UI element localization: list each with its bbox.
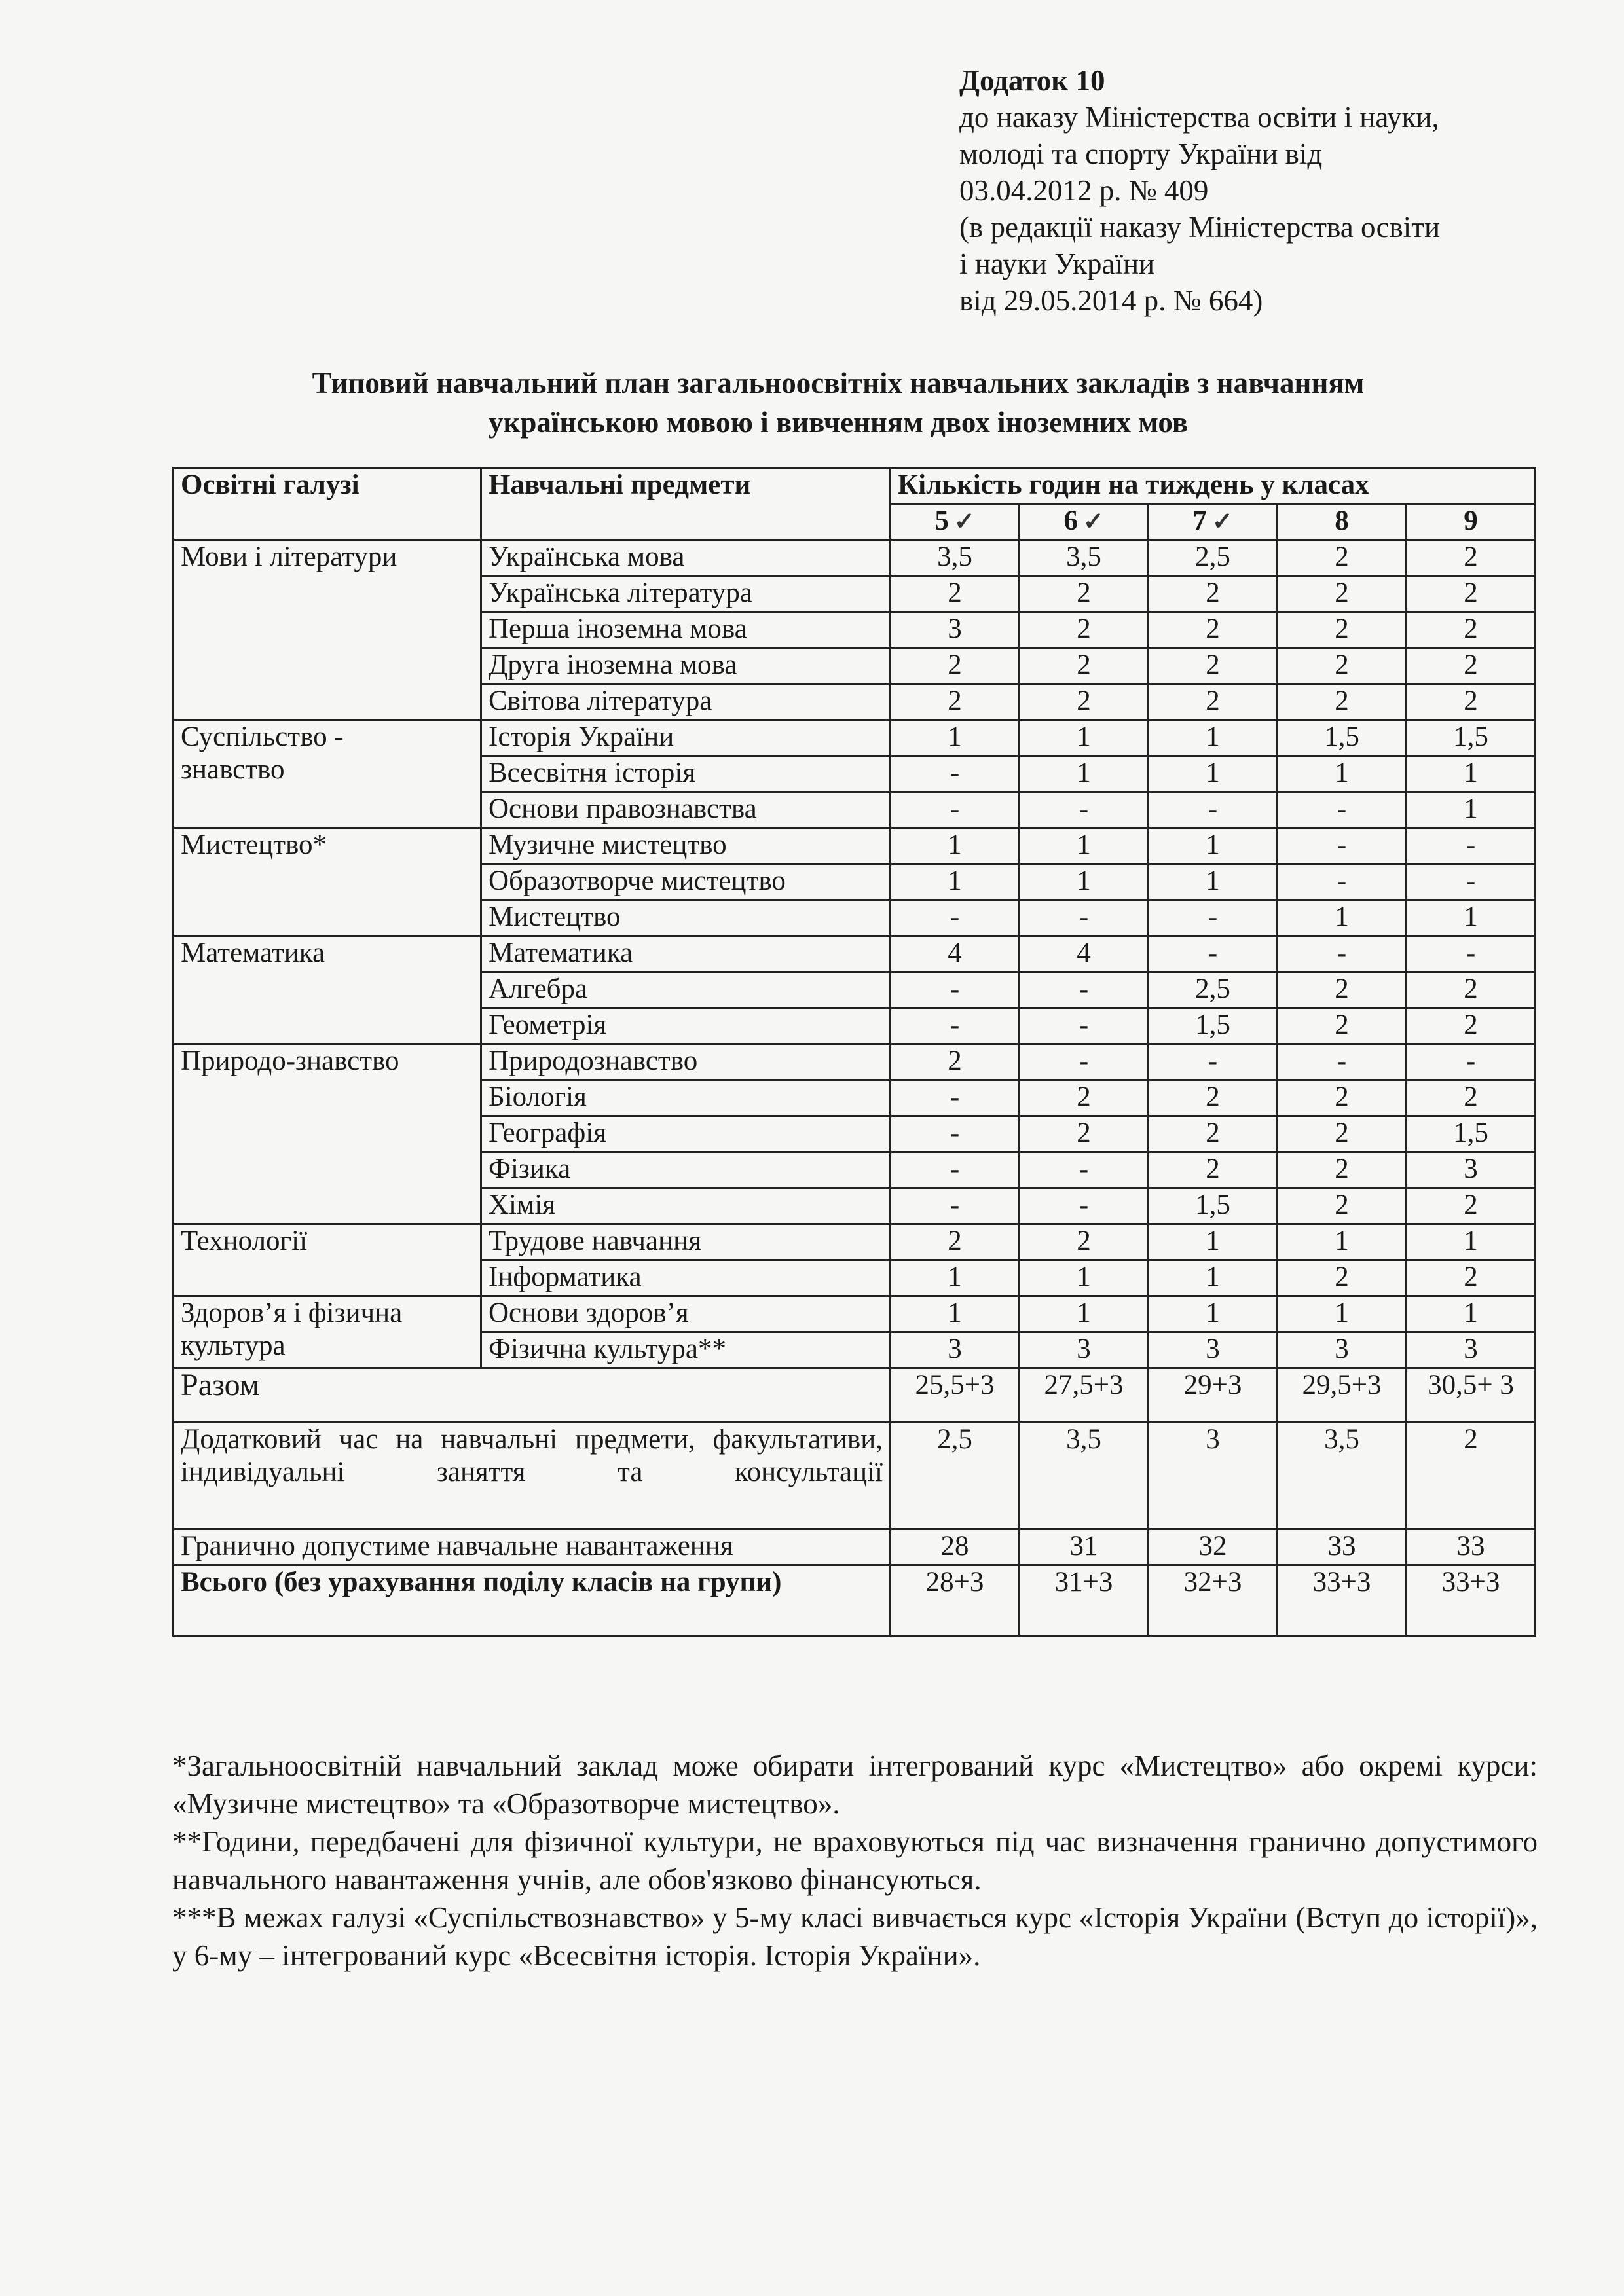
subject-cell: Трудове навчання [481, 1224, 891, 1260]
grade-header: 7 ✓ [1149, 504, 1278, 540]
hours-cell: 2 [1407, 648, 1536, 684]
hours-cell: 2 [1149, 1116, 1278, 1152]
hours-cell: 1 [1149, 1224, 1278, 1260]
subject-cell: Всесвітня історія [481, 756, 891, 792]
hours-cell: 1 [1278, 756, 1407, 792]
area-cell [174, 720, 481, 828]
hours-cell: - [891, 756, 1020, 792]
summary-value: 2 [1407, 1423, 1536, 1529]
hours-cell: 1 [1020, 864, 1149, 900]
header-area: Освітні галузі [174, 468, 481, 540]
header-hours: Кількість годин на тиждень у класах [891, 468, 1536, 504]
area-cell [174, 1044, 481, 1224]
hours-cell: 2,5 [1149, 540, 1278, 576]
subject-cell: Історія України [481, 720, 891, 756]
area-cell [174, 936, 481, 1044]
hours-cell: 1 [891, 1260, 1020, 1296]
hours-cell: 2 [1020, 1080, 1149, 1116]
summary-value: 32 [1149, 1529, 1278, 1565]
check-mark-icon: ✓ [1082, 508, 1104, 536]
hours-cell: - [891, 972, 1020, 1008]
summary-value: 29+3 [1149, 1368, 1278, 1423]
summary-value: 3,5 [1278, 1423, 1407, 1529]
footnotes [172, 1747, 1538, 1975]
table-row [174, 1224, 1536, 1260]
subject-cell: Природознавство [481, 1044, 891, 1080]
additional-time-row [174, 1423, 1536, 1529]
header-line: до наказу Міністерства освіти і науки, [959, 101, 1439, 134]
header-subject: Навчальні предмети [481, 468, 891, 540]
hours-cell: 2 [1407, 684, 1536, 720]
razom-row [174, 1368, 1536, 1423]
hours-cell: 3 [1149, 1332, 1278, 1368]
hours-cell: 1 [1149, 1260, 1278, 1296]
header-line: і науки України [959, 247, 1155, 280]
hours-cell: 2 [891, 1044, 1020, 1080]
area-cell [174, 540, 481, 720]
summary-value: 33+3 [1407, 1565, 1536, 1636]
hours-cell: - [1149, 1044, 1278, 1080]
hours-cell: 1,5 [1149, 1008, 1278, 1044]
hours-cell: 1 [891, 1296, 1020, 1332]
subject-cell: Геометрія [481, 1008, 891, 1044]
area-label: Здоров’я і фізична [181, 1298, 403, 1328]
hours-cell: 1 [1149, 828, 1278, 864]
hours-cell: 2 [1407, 612, 1536, 648]
hours-cell: 1 [1278, 1296, 1407, 1332]
header-line: 03.04.2012 р. № 409 [959, 174, 1209, 207]
hours-cell: 2 [1149, 1080, 1278, 1116]
hours-cell: 3,5 [1020, 540, 1149, 576]
table-row [174, 1296, 1536, 1332]
footnote: **Години, передбачені для фізичної культури, не враховуються під час визначення гранично допустимого навчального навантаження учнів, але обов'язково фінансуються. [172, 1825, 1538, 1896]
hours-cell: - [1278, 828, 1407, 864]
area-label: Математика [181, 938, 325, 968]
hours-cell: 4 [891, 936, 1020, 972]
curriculum-table [172, 467, 1536, 1637]
table-row [174, 828, 1536, 864]
subject-cell: Основи здоров’я [481, 1296, 891, 1332]
hours-cell: 2 [1020, 1224, 1149, 1260]
hours-cell: - [1020, 1044, 1149, 1080]
hours-cell: 2,5 [1149, 972, 1278, 1008]
hours-cell: 2 [1278, 1260, 1407, 1296]
footnote: *Загальноосвітній навчальний заклад може обирати інтегрований курс «Мистецтво» або окремі курси: «Музичне мистецтво» та «Образотворче мистецтво». [172, 1749, 1538, 1820]
subject-cell: Світова література [481, 684, 891, 720]
grade-header: 5 ✓ [891, 504, 1020, 540]
hours-cell: - [1020, 972, 1149, 1008]
hours-cell: 3 [1020, 1332, 1149, 1368]
total-row [174, 1565, 1536, 1636]
hours-cell: 2 [1407, 1260, 1536, 1296]
summary-value: 25,5+3 [891, 1368, 1020, 1423]
hours-cell: 2 [1278, 1008, 1407, 1044]
summary-value: 29,5+3 [1278, 1368, 1407, 1423]
summary-value: 33+3 [1278, 1565, 1407, 1636]
hours-cell: 1 [1407, 792, 1536, 828]
hours-cell: 1,5 [1407, 1116, 1536, 1152]
subject-cell: Хімія [481, 1188, 891, 1224]
hours-cell: 1 [1149, 756, 1278, 792]
summary-label: Гранично допустиме навчальне навантаження [174, 1529, 891, 1565]
hours-cell: - [1407, 936, 1536, 972]
summary-value: 28 [891, 1529, 1020, 1565]
hours-cell: - [891, 1116, 1020, 1152]
hours-cell: 3 [1407, 1332, 1536, 1368]
hours-cell: 1 [1149, 1296, 1278, 1332]
summary-label: Всього (без урахування поділу класів на групи) [174, 1565, 891, 1636]
hours-cell: 2 [1020, 648, 1149, 684]
hours-cell: - [1020, 792, 1149, 828]
hours-cell: 1 [1407, 900, 1536, 936]
hours-cell: - [1020, 1008, 1149, 1044]
subject-cell: Фізична культура** [481, 1332, 891, 1368]
hours-cell: 1 [891, 828, 1020, 864]
hours-cell: 2 [1278, 972, 1407, 1008]
hours-cell: 3 [891, 1332, 1020, 1368]
hours-cell: 1 [891, 864, 1020, 900]
hours-cell: 2 [1149, 648, 1278, 684]
max-load-row [174, 1529, 1536, 1565]
subject-cell: Інформатика [481, 1260, 891, 1296]
hours-cell: 2 [1407, 1188, 1536, 1224]
summary-value: 33 [1407, 1529, 1536, 1565]
hours-cell: - [1278, 936, 1407, 972]
subject-cell: Математика [481, 936, 891, 972]
hours-cell: 2 [1278, 612, 1407, 648]
hours-cell: 2 [1407, 576, 1536, 612]
hours-cell: 2 [1278, 576, 1407, 612]
summary-value: 3 [1149, 1423, 1278, 1529]
hours-cell: - [1407, 864, 1536, 900]
hours-cell: 1 [1278, 1224, 1407, 1260]
hours-cell: 1 [1149, 720, 1278, 756]
grade-header: 9 [1407, 504, 1536, 540]
area-label: знавство [181, 754, 285, 785]
hours-cell: 2 [1020, 1116, 1149, 1152]
subject-cell: Музичне мистецтво [481, 828, 891, 864]
grade-header: 8 [1278, 504, 1407, 540]
table-header-row [174, 468, 1536, 504]
hours-cell: 2 [1278, 1116, 1407, 1152]
table-row [174, 540, 1536, 576]
plan-title-line: українською мовою і вивченням двох іноземних мов [488, 406, 1189, 439]
plan-title-line: Типовий навчальний план загальноосвітніх навчальних закладів з навчанням [312, 367, 1365, 399]
hours-cell: 2 [1278, 1188, 1407, 1224]
hours-cell: 2 [1020, 684, 1149, 720]
hours-cell: - [1149, 900, 1278, 936]
hours-cell: 1,5 [1278, 720, 1407, 756]
summary-value: 28+3 [891, 1565, 1020, 1636]
hours-cell: 2 [891, 1224, 1020, 1260]
subject-cell: Українська мова [481, 540, 891, 576]
summary-value: 32+3 [1149, 1565, 1278, 1636]
area-label: культура [181, 1330, 286, 1361]
hours-cell: 2 [1278, 540, 1407, 576]
hours-cell: 3 [1278, 1332, 1407, 1368]
summary-value: 27,5+3 [1020, 1368, 1149, 1423]
subject-cell: Фізика [481, 1152, 891, 1188]
hours-cell: 2 [1149, 684, 1278, 720]
hours-cell: 3,5 [891, 540, 1020, 576]
hours-cell: 1 [1020, 1296, 1149, 1332]
subject-cell: Перша іноземна мова [481, 612, 891, 648]
subject-cell: Мистецтво [481, 900, 891, 936]
hours-cell: 3 [1407, 1152, 1536, 1188]
hours-cell: - [891, 1008, 1020, 1044]
subject-cell: Основи правознавства [481, 792, 891, 828]
subject-cell: Географія [481, 1116, 891, 1152]
appendix-title: Додаток 10 [959, 64, 1105, 97]
hours-cell: - [1407, 828, 1536, 864]
summary-value: 30,5+ 3 [1407, 1368, 1536, 1423]
summary-value: 3,5 [1020, 1423, 1149, 1529]
hours-cell: - [1149, 792, 1278, 828]
hours-cell: 2 [1278, 684, 1407, 720]
hours-cell: - [891, 792, 1020, 828]
subject-cell: Друга іноземна мова [481, 648, 891, 684]
hours-cell: 4 [1020, 936, 1149, 972]
hours-cell: 1 [1407, 1296, 1536, 1332]
hours-cell: - [1020, 1188, 1149, 1224]
hours-cell: 1,5 [1149, 1188, 1278, 1224]
hours-cell: 2 [1149, 576, 1278, 612]
hours-cell: - [1020, 1152, 1149, 1188]
hours-cell: 1,5 [1407, 720, 1536, 756]
hours-cell: 3 [891, 612, 1020, 648]
hours-cell: - [1407, 1044, 1536, 1080]
check-mark-icon: ✓ [1211, 508, 1233, 536]
hours-cell: 1 [1278, 900, 1407, 936]
hours-cell: - [891, 900, 1020, 936]
hours-cell: 2 [1020, 576, 1149, 612]
subject-cell: Алгебра [481, 972, 891, 1008]
hours-cell: - [1278, 792, 1407, 828]
hours-cell: 2 [891, 648, 1020, 684]
hours-cell: - [891, 1080, 1020, 1116]
hours-cell: 1 [891, 720, 1020, 756]
summary-value: 31+3 [1020, 1565, 1149, 1636]
summary-value: 31 [1020, 1529, 1149, 1565]
hours-cell: 2 [1407, 1080, 1536, 1116]
hours-cell: - [1278, 864, 1407, 900]
hours-cell: - [1278, 1044, 1407, 1080]
table-row [174, 936, 1536, 972]
summary-label: Додатковий час на навчальні предмети, факультативи, індивідуальні заняття та консультації [174, 1423, 891, 1529]
document-header [959, 62, 1549, 319]
subject-cell: Образотворче мистецтво [481, 864, 891, 900]
hours-cell: 2 [1020, 612, 1149, 648]
grade-header: 6 ✓ [1020, 504, 1149, 540]
hours-cell: 1 [1149, 864, 1278, 900]
hours-cell: 2 [891, 576, 1020, 612]
hours-cell: - [891, 1188, 1020, 1224]
plan-title [170, 363, 1506, 442]
header-line: молоді та спорту України від [959, 137, 1323, 170]
hours-cell: 2 [1278, 1152, 1407, 1188]
area-label: Мови і літератури [181, 541, 397, 572]
hours-cell: 1 [1020, 1260, 1149, 1296]
header-line: (в редакції наказу Міністерства освіти [959, 211, 1441, 244]
summary-value: 33 [1278, 1529, 1407, 1565]
hours-cell: 2 [1278, 648, 1407, 684]
hours-cell: 2 [1407, 1008, 1536, 1044]
hours-cell: 2 [1407, 972, 1536, 1008]
table-row [174, 720, 1536, 756]
hours-cell: 1 [1020, 828, 1149, 864]
hours-cell: 1 [1020, 720, 1149, 756]
area-label: Суспільство - [181, 721, 344, 752]
table-row [174, 1044, 1536, 1080]
hours-cell: 1 [1407, 1224, 1536, 1260]
hours-cell: 2 [1278, 1080, 1407, 1116]
area-cell [174, 1296, 481, 1368]
area-cell [174, 1224, 481, 1296]
area-label: Технології [181, 1226, 308, 1256]
hours-cell: - [1149, 936, 1278, 972]
summary-label: Разом [174, 1368, 891, 1423]
hours-cell: 2 [1407, 540, 1536, 576]
summary-value: 2,5 [891, 1423, 1020, 1529]
hours-cell: 1 [1020, 756, 1149, 792]
hours-cell: 1 [1407, 756, 1536, 792]
area-label: Мистецтво* [181, 829, 327, 860]
area-label: Природо-знавство [181, 1046, 399, 1076]
hours-cell: - [891, 1152, 1020, 1188]
header-line: від 29.05.2014 р. № 664) [959, 284, 1263, 317]
subject-cell: Українська література [481, 576, 891, 612]
hours-cell: 2 [891, 684, 1020, 720]
hours-cell: 2 [1149, 612, 1278, 648]
footnote: ***В межах галузі «Суспільствознавство» у 5-му класі вивчається курс «Історія України (Вступ до історії)», у 6-му – інтегрований курс «Всесвітня історія. Історія України». [172, 1901, 1538, 1972]
area-cell [174, 828, 481, 936]
hours-cell: 2 [1149, 1152, 1278, 1188]
check-mark-icon: ✓ [953, 508, 975, 536]
subject-cell: Біологія [481, 1080, 891, 1116]
hours-cell: - [1020, 900, 1149, 936]
